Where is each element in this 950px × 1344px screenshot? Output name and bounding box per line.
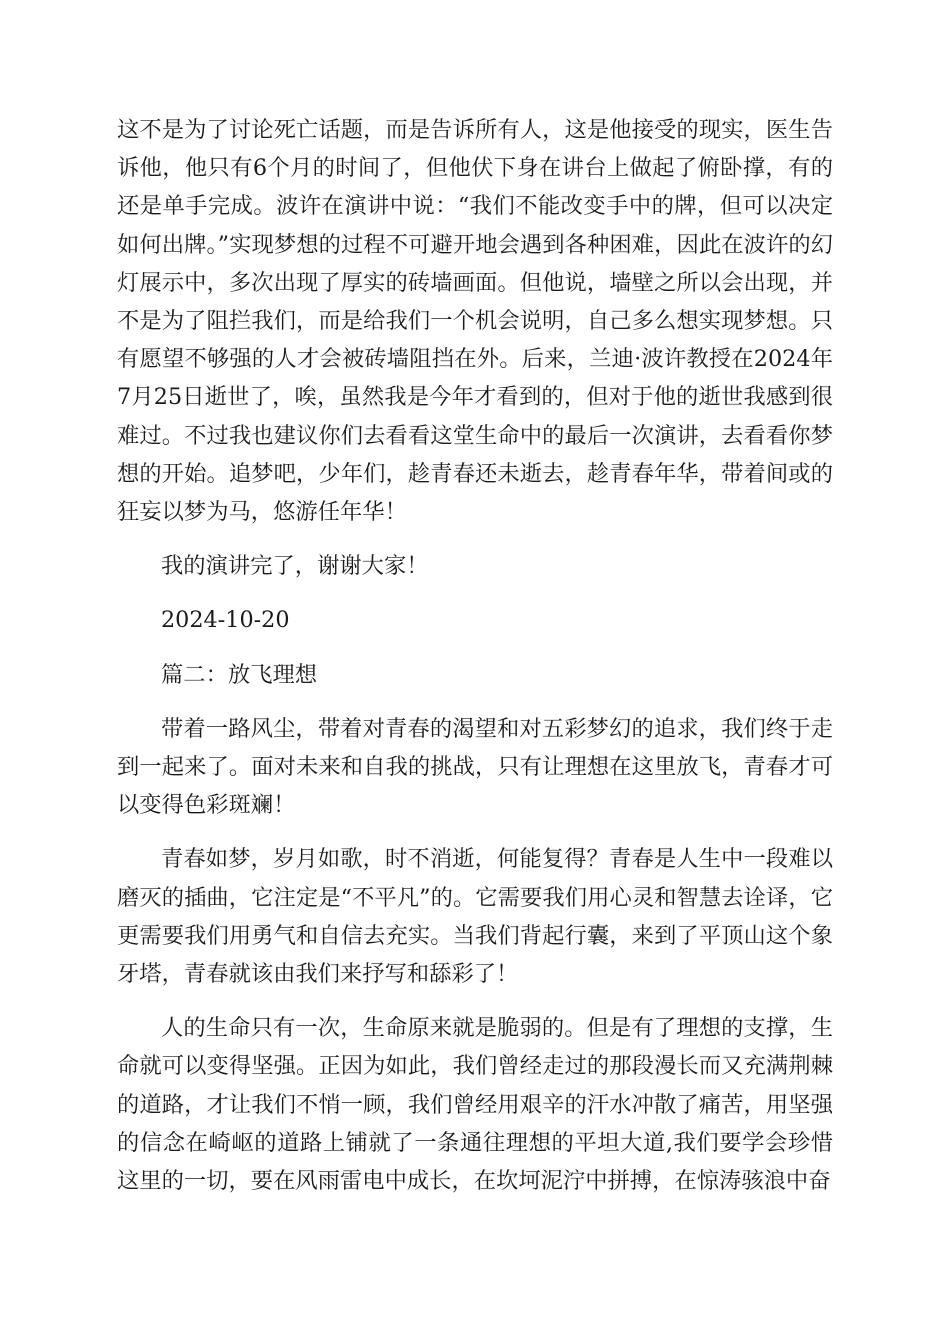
paragraph-intro: 带着一路风尘，带着对青春的渴望和对五彩梦幻的追求，我们终于走到一起来了。面对未来和自我的挑战，只有让理想在这里放飞，青春才可以变得色彩斑斓！ <box>117 715 833 819</box>
paragraph-continuation: 这不是为了讨论死亡话题，而是告诉所有人，这是他接受的现实，医生告诉他，他只有6个月的时间了，但他伏下身在讲台上做起了俯卧撑，有的还是单手完成。波许在演讲中说：“我们不能改变手中的牌，但可以决定如何出牌。”实现梦想的过程不可避开地会遇到各种困难，因此在波许的幻灯展示中，多次出现了厚实的砖墙画面。但他说，墙壁之所以会出现，并不是为了阻拦我们，而是给我们一个机会说明，自己多么想实现梦想。只有愿望不够强的人才会被砖墙阻挡在外。后来，兰迪·波许教授在2024年7月25日逝世了，唉，虽然我是今年才看到的，但对于他的逝世我感到很难过。不过我也建议你们去看看这堂生命中的最后一次演讲，去看看你梦想的开始。追梦吧，少年们，趁青春还未逝去，趁青春年华，带着间或的狂妄以梦为马，悠游任年华！ <box>117 117 833 526</box>
paragraph-life: 人的生命只有一次，生命原来就是脆弱的。但是有了理想的支撑，生命就可以变得坚强。正因为如此，我们曾经走过的那段漫长而又充满荆棘的道路，才让我们不悄一顾，我们曾经用艰辛的汗水冲散了痛苦，用坚强的信念在崎岖的道路上铺就了一条通往理想的平坦大道,我们要学会珍惜这里的一切，要在风雨雷电中成长，在坎坷泥泞中拼搏，在惊涛骇浪中奋 <box>117 1015 833 1195</box>
section-heading: 篇二：放飞理想 <box>161 661 318 688</box>
document-body <box>117 111 833 1200</box>
paragraph-closing-remark: 我的演讲完了，谢谢大家！ <box>161 553 429 580</box>
paragraph-date: 2024-10-20 <box>161 607 290 634</box>
paragraph-youth: 青春如梦，岁月如歌，时不消逝，何能复得？青春是人生中一段难以磨灭的插曲，它注定是“不平凡”的。它需要我们用心灵和智慧去诠译，它更需要我们用勇气和自信去充实。当我们背起行囊，来到了平顶山这个象牙塔，青春就该由我们来抒写和舔彩了！ <box>117 846 833 988</box>
